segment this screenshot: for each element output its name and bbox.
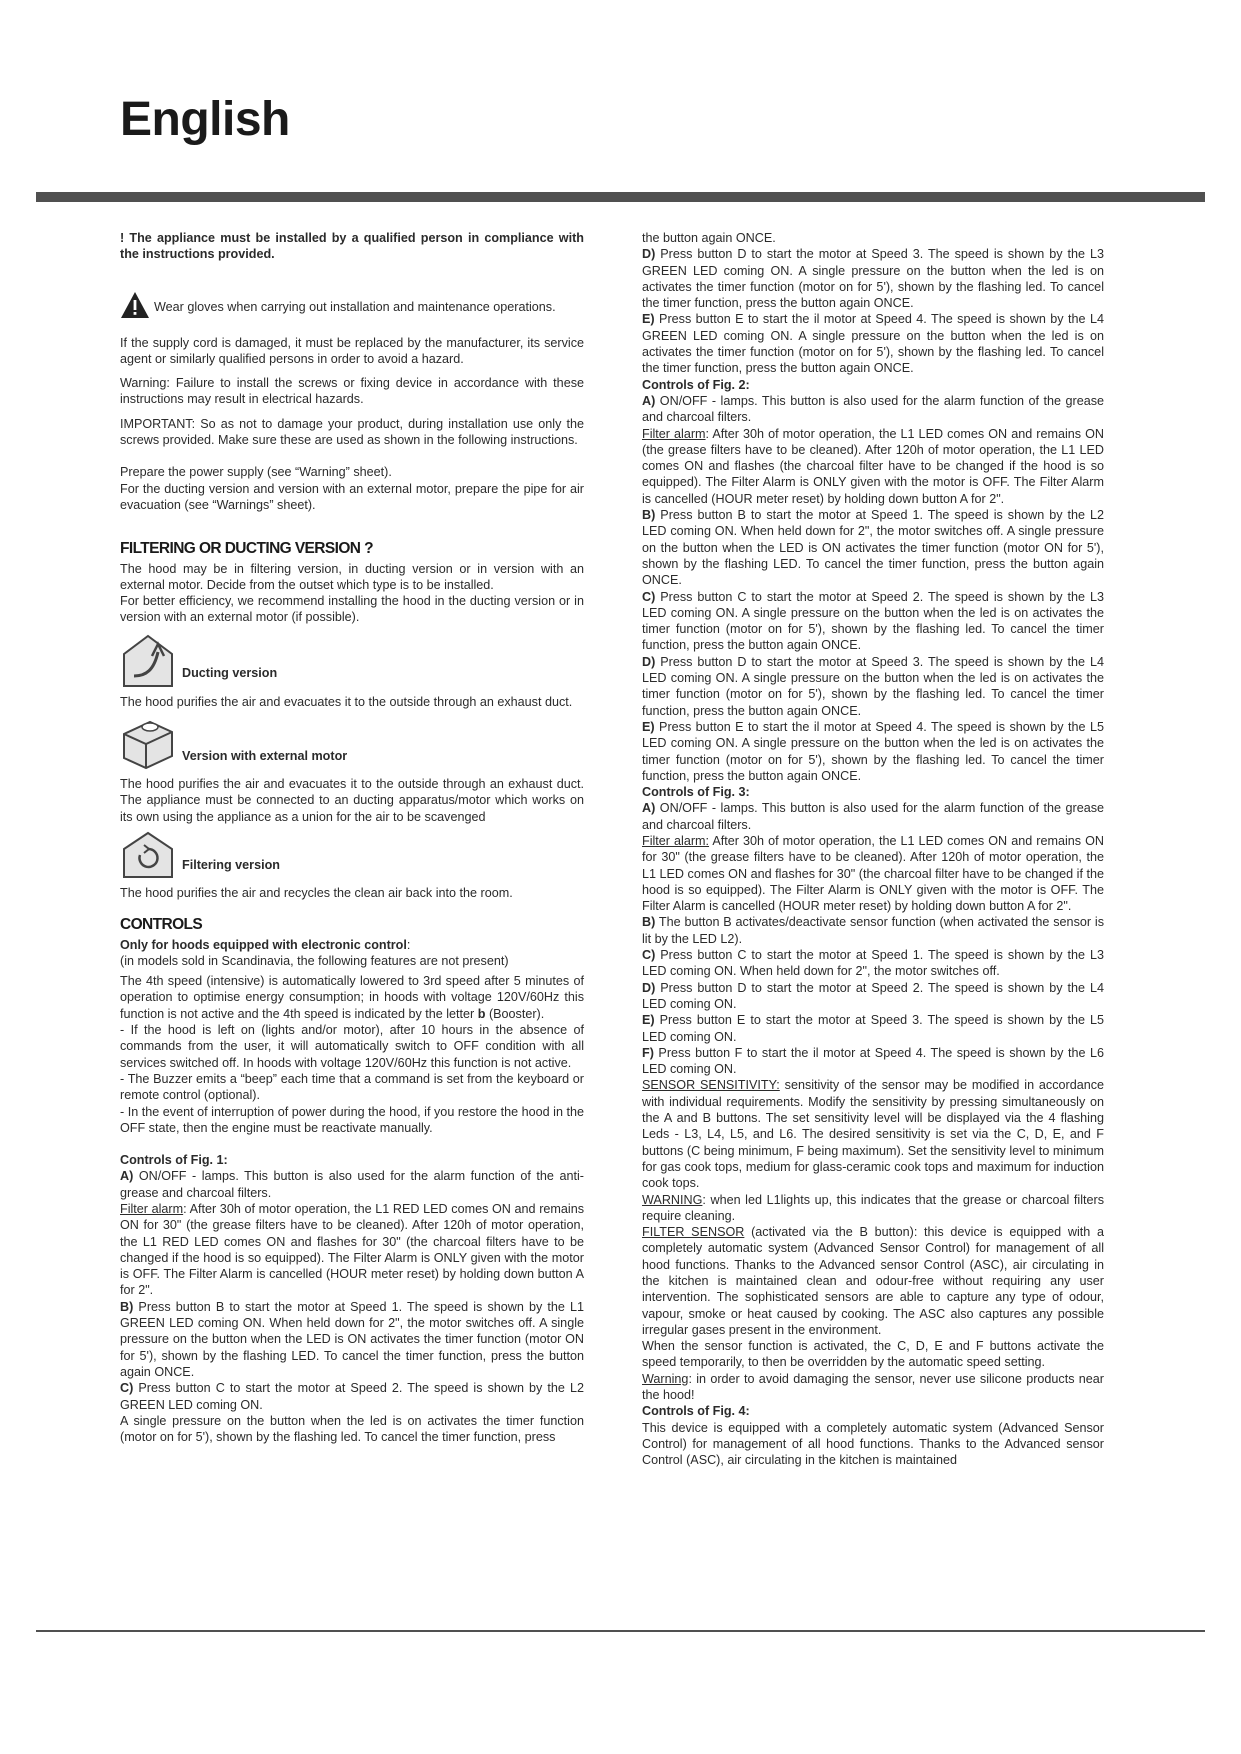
fig3-f-text: Press button F to start the il motor at Speed 4. The speed is shown by the L6 LED coming ON. xyxy=(642,1045,1104,1077)
supply-cord-text: If the supply cord is damaged, it must be replaced by the manufacturer, its service agent or similarly qualified persons in order to avoid a hazard. xyxy=(120,335,584,366)
fig1-a-key: A) xyxy=(120,1169,134,1184)
silicone-warning xyxy=(642,1371,1104,1404)
fig3-c-text: Press button C to start the motor at Speed 1. The speed is shown by the L3 LED coming ON. When held down for 2", the motor switches off. xyxy=(642,948,1104,979)
fig3-alarm xyxy=(642,833,1104,914)
prepare-pipe-text: For the ducting version and version with an external motor, prepare the pipe for air evacuation (see “Warnings” sheet). xyxy=(120,481,584,512)
booster-letter: b xyxy=(477,1006,486,1021)
fig2-heading: Controls of Fig. 2: xyxy=(642,377,750,392)
warning-screws-text: Warning: Failure to install the screws or fixing device in accordance with these instructions may result in electrical hazards. xyxy=(120,376,584,407)
fig1-c xyxy=(120,1380,584,1413)
booster-text: (Booster). xyxy=(488,1006,545,1021)
fig2-e-key: E) xyxy=(642,719,655,734)
fig1-alarm-text: : After 30h of motor operation, the L1 RED LED comes ON and remains ON for 30" (the grease filters have to be cleaned). After 120h of motor operation, the L1 RED LED comes ON and flashes for 30" (the charcoal filters have to be changed if the hood is so equipped). The Filter Alarm is ONLY given with the motor is OFF. The Filter Alarm is cancelled (HOUR meter reset) by holding down button A for 2". xyxy=(120,1201,584,1298)
fig2-alarm xyxy=(642,426,1104,507)
sensor-sensitivity-text: sensitivity of the sensor may be modified in accordance with individual requirements. Modify the sensitivity by pressing simultaneously on the A and B buttons. The set sensitivity level will be displayed via the 4 flashing Leds - L3, L4, L5, and L6. The desired sensitivity is set via the C, D, E, and F buttons (C being minimum, F being maximum). Set the sensitivity level to minimum for gas cook tops, medium for glass-ceramic cook tops and maximum for induction cook tops. xyxy=(642,1078,1105,1191)
fig4-heading: Controls of Fig. 4: xyxy=(642,1404,750,1419)
fig1-b xyxy=(120,1299,584,1380)
ducting-version-text: The hood purifies the air and evacuates it to the outside through an exhaust duct. xyxy=(120,694,573,709)
filtering-house-icon xyxy=(120,829,176,879)
fig2-d xyxy=(642,654,1104,719)
fig3-f-key: F) xyxy=(642,1045,654,1060)
fig2-alarm-text: : After 30h of motor operation, the L1 LED comes ON and remains ON (the grease filters have to be cleaned). After 120h of motor operation, the L1 LED comes ON and flashes (the charcoal filter have to be changed if the hood is so equipped). The Filter Alarm is ONLY given with the motor is OFF. The Filter Alarm is cancelled (HOUR meter reset) by holding down button A for 2". xyxy=(642,426,1104,506)
fig3-e-text: Press button E to start the motor at Speed 3. The speed is shown by the L5 LED coming ON. xyxy=(642,1013,1105,1044)
fig2-c-text: Press button C to start the motor at Speed 2. The speed is shown by the L3 LED coming ON. A single pressure on the button when the led is on activates the timer function (motor on for 5'), shown by the flashing led. To cancel the timer function, press the button again ONCE. xyxy=(642,589,1104,653)
filtering-text-1: The hood may be in filtering version, in ducting version or in version with an external motor. Decide from the outset which type is to be installed. xyxy=(120,561,584,592)
fig3-e xyxy=(642,1012,1104,1045)
fig1-e xyxy=(642,311,1104,376)
fig1-a-text: ON/OFF - lamps. This button is also used for the alarm function of the anti-grease and charcoal filters. xyxy=(120,1169,584,1200)
fig3-c-key: C) xyxy=(642,948,656,963)
header-rule xyxy=(36,192,1205,202)
warning-l1-label: WARNING xyxy=(642,1192,703,1207)
ducting-house-icon xyxy=(120,630,176,688)
filter-sensor-label: FILTER SENSOR xyxy=(642,1225,745,1240)
speed4-paragraph xyxy=(120,973,584,1022)
ducting-version-label: Ducting version xyxy=(182,666,278,681)
fig3-a-key: A) xyxy=(642,801,656,816)
sensor-sensitivity-label: SENSOR SENSITIVITY: xyxy=(642,1078,780,1093)
fig1-alarm-label: Filter alarm xyxy=(120,1201,184,1216)
fig3-a xyxy=(642,800,1104,833)
fig3-d xyxy=(642,980,1104,1013)
fig1-alarm xyxy=(120,1201,584,1299)
fig2-d-text: Press button D to start the motor at Speed 3. The speed is shown by the L4 LED coming ON. A single pressure on the button when the led is on activates the timer function (motor on for 5'), shown by the flashing led. To cancel the timer function, press the button again ONCE. xyxy=(642,654,1104,718)
fig1-c-key: C) xyxy=(120,1381,134,1396)
fig3-f xyxy=(642,1045,1104,1078)
fig2-e xyxy=(642,719,1104,784)
gloves-warning xyxy=(120,291,584,319)
fig3-alarm-label: Filter alarm: xyxy=(642,833,710,848)
fig3-b-text: The button B activates/deactivate sensor function (when activated the sensor is lit by the LED L2). xyxy=(642,915,1104,946)
fig1-d-key: D) xyxy=(642,247,656,262)
installer-notice: ! The appliance must be installed by a qualified person in compliance with the instructions provided. xyxy=(120,231,584,262)
page-title: English xyxy=(120,93,290,146)
warning-triangle-icon xyxy=(120,291,150,319)
right-column xyxy=(642,230,1104,1469)
filtering-text-2: For better efficiency, we recommend installing the hood in the ducting version or in version with an external motor (if possible). xyxy=(120,594,584,625)
fig3-e-key: E) xyxy=(642,1013,655,1028)
footer-rule xyxy=(36,1630,1205,1632)
filtering-version-label: Filtering version xyxy=(182,857,280,872)
filtering-heading: FILTERING OR DUCTING VERSION ? xyxy=(120,540,373,558)
fig1-c-text: Press button C to start the motor at Speed 2. The speed is shown by the L2 GREEN LED coming ON. xyxy=(120,1381,584,1412)
ducting-version-row xyxy=(120,630,584,688)
external-motor-text: The hood purifies the air and evacuates it to the outside through an exhaust duct. The appliance must be connected to an ducting apparatus/motor which works on its own using the appliance as a union for the air to be scavenged xyxy=(120,777,584,824)
external-motor-label: Version with external motor xyxy=(182,748,348,763)
fig3-d-text: Press button D to start the motor at Speed 2. The speed is shown by the L4 LED coming ON. xyxy=(642,980,1104,1011)
external-motor-box-icon xyxy=(120,714,176,770)
fig2-c-key: C) xyxy=(642,589,656,604)
fig2-a xyxy=(642,393,1104,426)
sensor-sensitivity xyxy=(642,1077,1104,1191)
fig1-b-text: Press button B to start the motor at Speed 1. The speed is shown by the L1 GREEN LED coming ON. When held down for 2", the motor switches off. A single pressure on the button when the LED is ON activates the timer function (motor ON for 5'), shown by the flashing LED. To cancel the timer function, press the button again ONCE. xyxy=(120,1299,585,1379)
speed4-text: The 4th speed (intensive) is automatically lowered to 3rd speed after 5 minutes of operation to optimise energy consumption; in hoods with voltage 120V/60Hz this function is not active and the 4th speed is indicated by the letter xyxy=(120,974,584,1021)
sensor-activated-text: When the sensor function is activated, the C, D, E and F buttons activate the speed temporarily, to then be overridden by the automatic speed setting. xyxy=(642,1339,1104,1370)
fig2-c xyxy=(642,589,1104,654)
warning-l1-text: : when led L1lights up, this indicates that the grease or charcoal filters require cleaning. xyxy=(642,1192,1104,1223)
fig1-c2-text: A single pressure on the button when the led is on activates the timer function (motor on for 5'), shown by the flashing led. To cancel the timer function, press xyxy=(120,1413,584,1445)
fig1-d xyxy=(642,246,1104,311)
fig1-e-text: Press button E to start the il motor at Speed 4. The speed is shown by the L4 GREEN LED coming ON. A single pressure on the button when the led is on activates the timer function (motor on for 5'), shown by the flashing led. To cancel the timer function, press the button again ONCE. xyxy=(642,312,1105,376)
fig2-b-key: B) xyxy=(642,508,656,523)
fig2-b-text: Press button B to start the motor at Speed 1. The speed is shown by the L2 LED coming ON. When held down for 2", the motor switches off. A single pressure on the button when the LED is ON activates the timer function (motor ON for 5'), shown by the flashing LED. To cancel the timer function, press the button again ONCE. xyxy=(642,508,1104,588)
fig1-heading: Controls of Fig. 1: xyxy=(120,1153,228,1168)
controls-heading: CONTROLS xyxy=(120,916,203,934)
filter-sensor-text: (activated via the B button): this device is equipped with a completely automatic system (Advanced Sensor Control) for management of all hood functions. Thanks to the Advanced sensor Control (ASC), air circulating in the kitchen is maintained clean and odour-free without requiring any user intervention. The sophisticated sensors are able to capture any type of odour, vapour, smoke or heat caused by cooking. The ASC also captures any possible irregular gases present in the environment. xyxy=(642,1225,1105,1337)
external-motor-row xyxy=(120,714,584,770)
fig2-a-key: A) xyxy=(642,393,656,408)
fig3-c xyxy=(642,947,1104,980)
fig3-heading: Controls of Fig. 3: xyxy=(642,785,750,800)
fig3-b xyxy=(642,914,1104,947)
left-column: ! The appliance must be installed by a qualified person in compliance with the instructions provided. Wear gloves when carrying out installation and maintenance operations. If the supply cord is damaged, it must be replaced by the manufacturer, its service agent or similarly qualified persons in order to avoid a hazard. Warning: Failure to install the screws or fixing device in accordance with these instructions may result in electrical hazards. IMPORTANT: So as not to damage your product, during installation use only the screws provided. Make sure these are used as shown in the following instructions. Prepare the power supply (see “Warning” sheet). For the ducting version and version with an external motor, prepare the pipe for air evacuation (see “Warnings” sheet). FILTERING OR DUCTING VERSION ? The hood may be in filtering version, in ducting version or in version with an external motor. Decide from the outset which type is to be installed. For better efficiency, we recommend installing the hood in the ducting version or in version with an external motor (if possible). Ducting version The hood purifies the air and evacuates it to the outside through an exhaust duct. Version with external motor The hood purifies the air and evacuates it to the outside through an exhaust duct. The appliance must be connected to an ducting apparatus/motor which works on its own using the appliance as a union for the air to be scavenged Filtering version The hood purifies the air and recycles the clean air back into the room. CONTROLS Only for hoods equipped with electronic control: (in models sold in Scandinavia, the following features are not present) The 4th speed (intensive) is automatically lowered to 3rd speed after 5 minutes of operation to optimise energy consumption; in hoods with voltage 120V/60Hz this function is not active and the 4th speed is indicated by the letter b (Booster). - If the hood is left on (lights and/or motor), after 10 hours in the absence of commands from the user, it will automatically switch to OFF condition with all services switched off. In hoods with voltage 120V/60Hz this function is not active. - The Buzzer emits a “beep” each time that a command is set from the keyboard or remote control (optional). - In the event of interruption of power during the hood, if you restore the hood in the OFF state, then the engine must be reactivate manually. Controls of Fig. 1: A) ON/OFF - lamps. This button is also used for the alarm function of the anti-grease and charcoal filters. Filter alarm: After 30h of motor operation, the L1 RED LED comes ON and remains ON for 30" (the grease filters have to be cleaned). After 120h of motor operation, the L1 RED LED comes ON and flashes for 30" (the charcoal filters have to be changed if the hood is so equipped). The Filter Alarm is ONLY given with the motor is OFF. The Filter Alarm is cancelled (HOUR meter reset) by holding down button A for 2". B) Press button B to start the motor at Speed 1. The speed is shown by the L1 GREEN LED coming ON. When held down for 2", the motor switches off. A single pressure on the button when the LED is ON activates the timer function (motor ON for 5'), shown by the flashing LED. To cancel the timer function, press the button again ONCE. C) Press button C to start the motor at Speed 2. The speed is shown by the L2 GREEN LED coming ON. A single pressure on the button when the led is on activates the timer function (motor on for 5'), shown by the flashing led. To cancel the timer function, press xyxy=(120,231,585,1445)
gloves-text: Wear gloves when carrying out installation and maintenance operations. xyxy=(154,300,556,315)
fig1-a xyxy=(120,1168,584,1201)
fig1-e-key: E) xyxy=(642,312,655,327)
fig2-alarm-label: Filter alarm xyxy=(642,426,706,441)
continuation-text: the button again ONCE. xyxy=(642,231,776,245)
warning-l1 xyxy=(642,1192,1104,1225)
prepare-power-text: Prepare the power supply (see “Warning” sheet). xyxy=(120,465,392,480)
fig2-b xyxy=(642,507,1104,588)
fig3-b-key: B) xyxy=(642,915,656,930)
fig3-d-key: D) xyxy=(642,980,656,995)
fig4-text: This device is equipped with a completely automatic system (Advanced Sensor Control) for management of all hood functions. Thanks to the Advanced sensor Control (ASC), air circulating in the kitchen is maintained xyxy=(642,1420,1104,1468)
buzzer-text: - The Buzzer emits a “beep” each time that a command is set from the keyboard or remote control (optional). xyxy=(120,1071,584,1103)
scandinavia-text: (in models sold in Scandinavia, the following features are not present) xyxy=(120,953,509,968)
filtering-version-text: The hood purifies the air and recycles the clean air back into the room. xyxy=(120,885,513,900)
ten-hours-text: - If the hood is left on (lights and/or motor), after 10 hours in the absence of commands from the user, it will automatically switch to OFF condition with all services switched off. In hoods with voltage 120V/60Hz this function is not active. xyxy=(120,1023,584,1070)
electronic-only-text: Only for hoods equipped with electronic control xyxy=(120,937,407,952)
fig1-b-key: B) xyxy=(120,1299,134,1314)
fig3-a-text: ON/OFF - lamps. This button is also used for the alarm function of the grease and charcoal filters. xyxy=(642,801,1105,832)
filtering-version-row xyxy=(120,829,584,879)
fig2-a-text: ON/OFF - lamps. This button is also used for the alarm function of the grease and charcoal filters. xyxy=(642,393,1105,425)
power-interrupt-text: - In the event of interruption of power during the hood, if you restore the hood in the OFF state, then the engine must be reactivate manually. xyxy=(120,1104,584,1135)
fig2-d-key: D) xyxy=(642,654,656,669)
important-text: IMPORTANT: So as not to damage your product, during installation use only the screws provided. Make sure these are used as shown in the following instructions. xyxy=(120,416,584,448)
silicone-warning-label: Warning xyxy=(642,1371,689,1386)
silicone-warning-text: : in order to avoid damaging the sensor, never use silicone products near the hood! xyxy=(642,1371,1104,1403)
fig2-e-text: Press button E to start the il motor at Speed 4. The speed is shown by the L5 LED coming ON. A single pressure on the button when the led is on activates the timer function (motor on for 5'), shown by the flashing led. To cancel the timer function, press the button again ONCE. xyxy=(642,719,1105,783)
filter-sensor xyxy=(642,1224,1104,1338)
fig1-d-text: Press button D to start the motor at Speed 3. The speed is shown by the L3 GREEN LED coming ON. A single pressure on the button when the led is on activates the timer function (motor on for 5'), shown by the flashing led. To cancel the timer function, press the button again ONCE. xyxy=(642,247,1104,311)
fig3-alarm-text: After 30h of motor operation, the L1 LED comes ON and remains ON for 30" (the grease filters have to be cleaned). After 120h of motor operation, the L1 LED comes ON and flashes for 30" (the charcoal filter have to be changed if the hood is so equipped). The Filter Alarm is ONLY given with the motor is OFF. The Filter Alarm is cancelled (HOUR meter reset) by holding down button A for 2". xyxy=(642,833,1104,914)
